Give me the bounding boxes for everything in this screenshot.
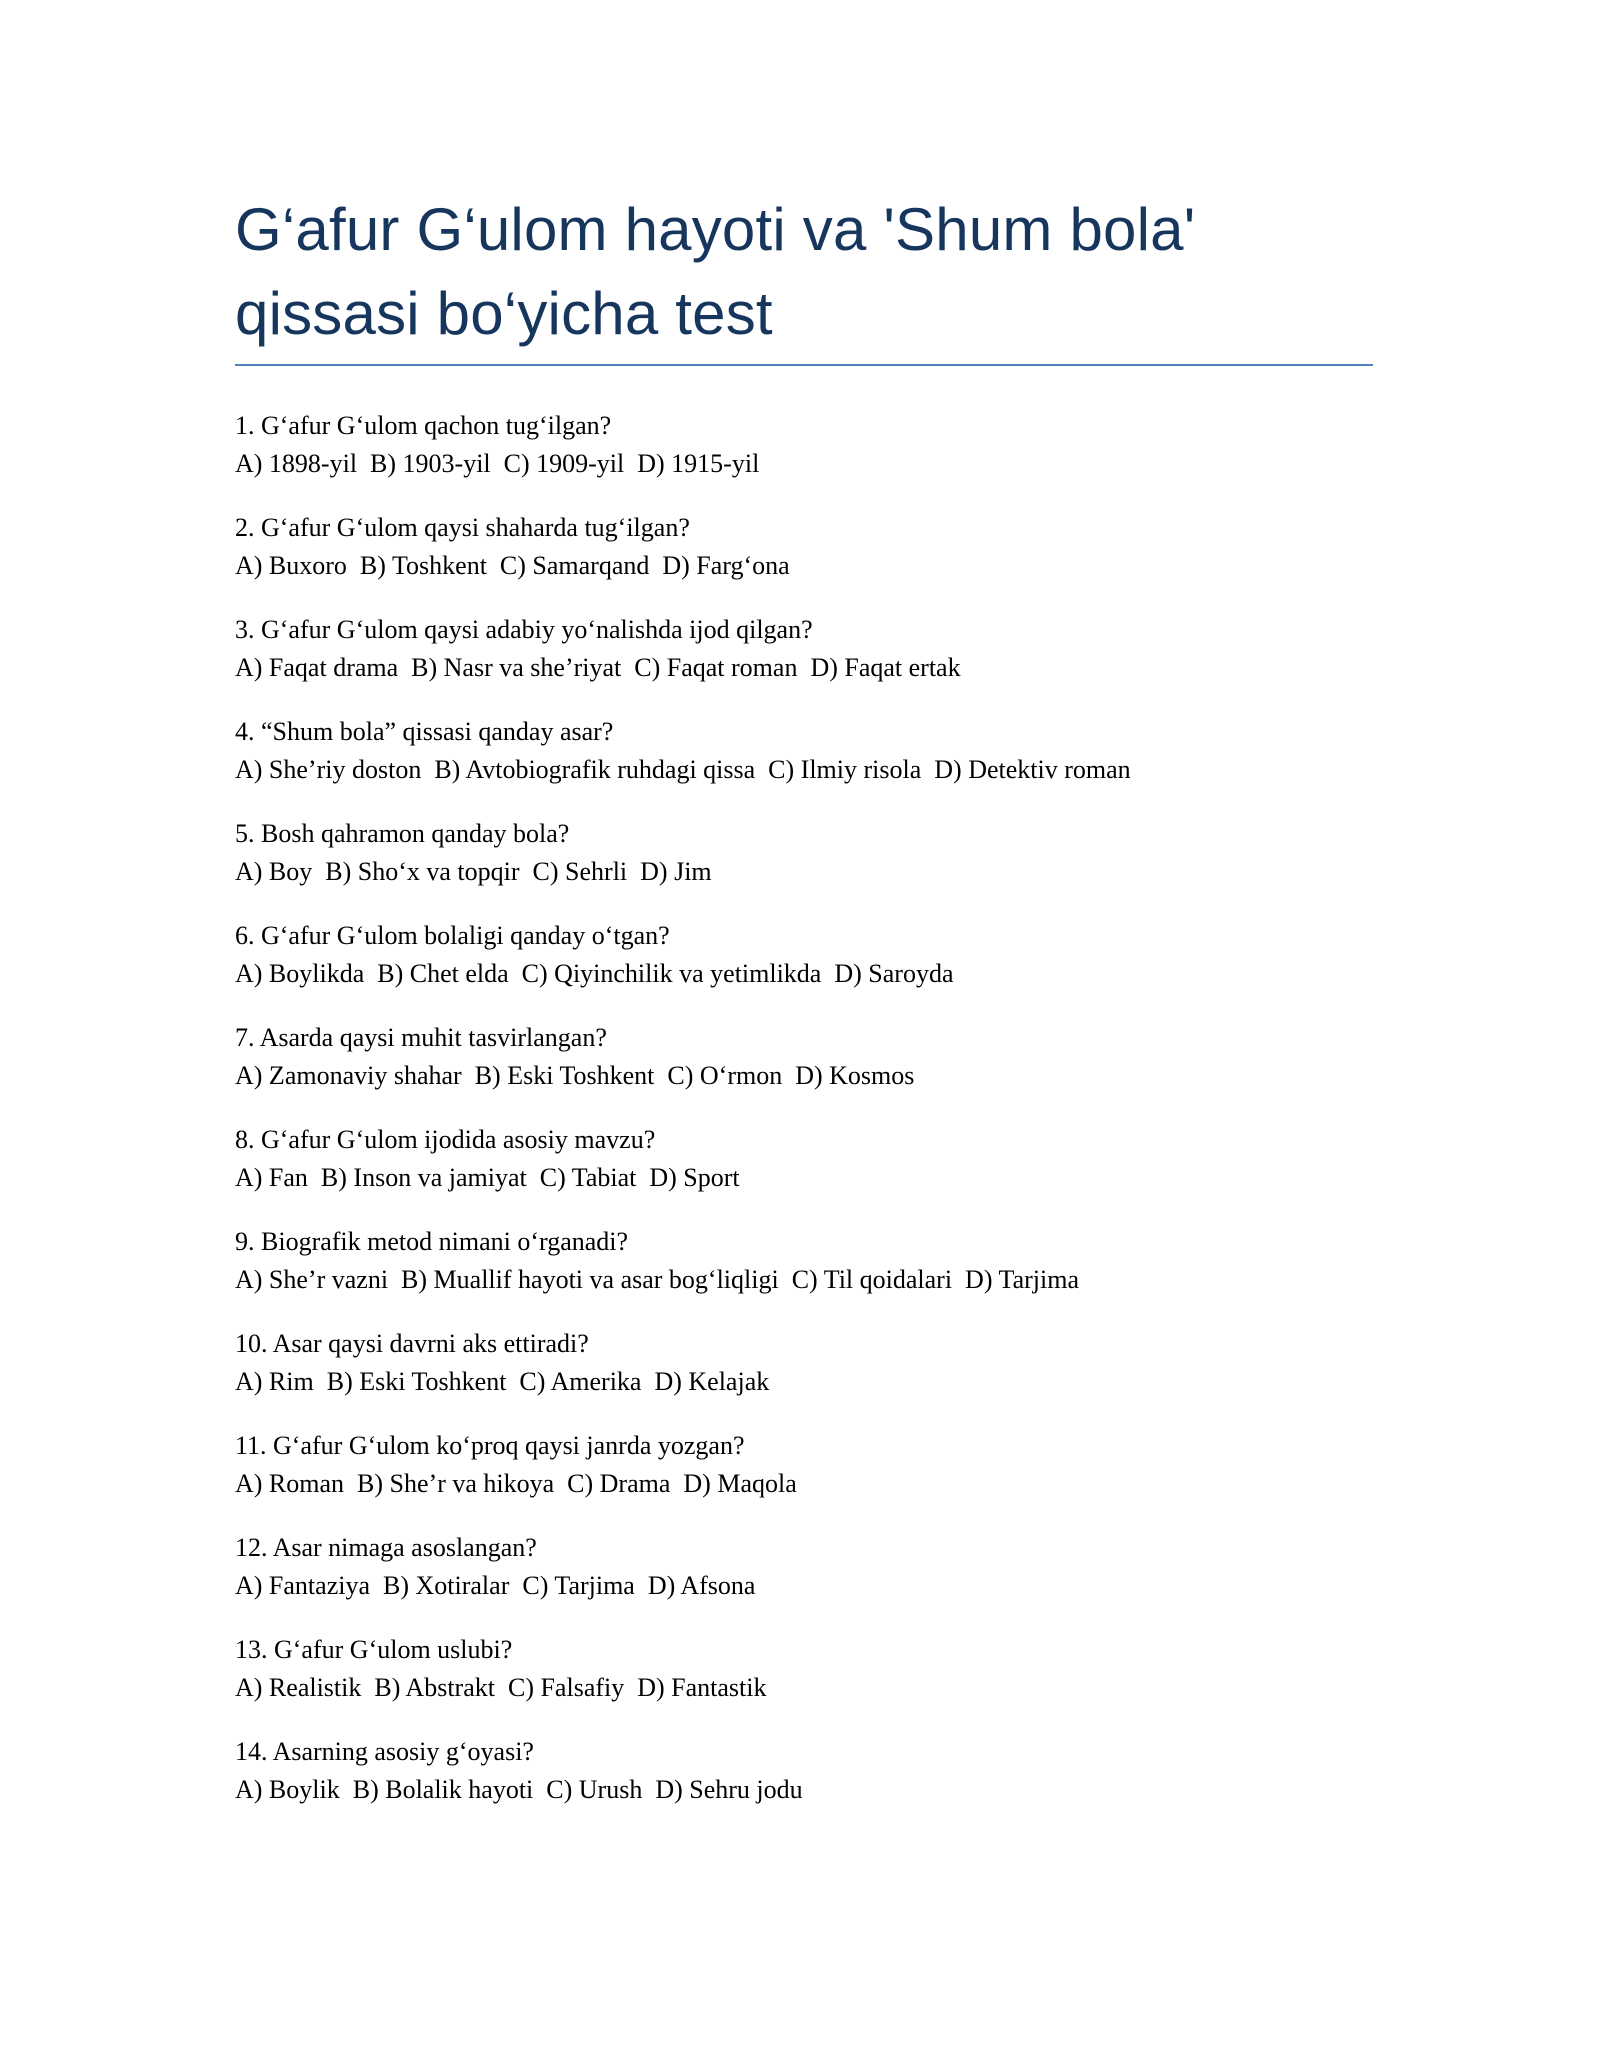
question-item [235,1121,1375,1197]
title-underline [235,364,1373,366]
question-item [235,713,1375,789]
question-text: 5. Bosh qahramon qanday bola? [235,819,570,848]
question-options: A) She’r vazni B) Muallif hayoti va asar bog‘liqligi C) Til qoidalari D) Tarjima [235,1265,1079,1294]
question-options: A) Boylikda B) Chet elda C) Qiyinchilik va yetimlikda D) Saroyda [235,959,954,988]
question-text: 9. Biografik metod nimani o‘rganadi? [235,1227,629,1256]
question-text: 6. G‘afur G‘ulom bolaligi qanday o‘tgan? [235,921,670,950]
question-text: 10. Asar qaysi davrni aks ettiradi? [235,1329,589,1358]
question-text: 2. G‘afur G‘ulom qaysi shaharda tug‘ilgan? [235,513,690,542]
title-line-2: qissasi bo‘yicha test [235,280,773,347]
question-text: 8. G‘afur G‘ulom ijodida asosiy mavzu? [235,1125,656,1154]
question-text: 13. G‘afur G‘ulom uslubi? [235,1635,513,1664]
question-item [235,815,1375,891]
question-options: A) Zamonaviy shahar B) Eski Toshkent C) O‘rmon D) Kosmos [235,1061,915,1090]
question-text: 1. G‘afur G‘ulom qachon tug‘ilgan? [235,411,612,440]
question-text: 14. Asarning asosiy g‘oyasi? [235,1737,534,1766]
question-item [235,917,1375,993]
question-text: 12. Asar nimaga asoslangan? [235,1533,537,1562]
document-title [235,188,1375,356]
question-options: A) Faqat drama B) Nasr va she’riyat C) Faqat roman D) Faqat ertak [235,653,961,682]
question-text: 7. Asarda qaysi muhit tasvirlangan? [235,1023,607,1052]
question-item [235,1019,1375,1095]
question-list [235,407,1375,1835]
question-item [235,1631,1375,1707]
question-options: A) Roman B) She’r va hikoya C) Drama D) Maqola [235,1469,797,1498]
question-options: A) Boy B) Sho‘x va topqir C) Sehrli D) Jim [235,857,712,886]
title-block [235,188,1375,356]
question-text: 3. G‘afur G‘ulom qaysi adabiy yo‘nalishda ijod qilgan? [235,615,813,644]
question-text: 4. “Shum bola” qissasi qanday asar? [235,717,614,746]
question-options: A) Rim B) Eski Toshkent C) Amerika D) Kelajak [235,1367,770,1396]
question-item [235,1733,1375,1809]
question-item [235,1529,1375,1605]
question-options: A) 1898-yil B) 1903-yil C) 1909-yil D) 1915-yil [235,449,760,478]
question-item [235,1223,1375,1299]
question-options: A) She’riy doston B) Avtobiografik ruhdagi qissa C) Ilmiy risola D) Detektiv roman [235,755,1131,784]
question-item [235,1325,1375,1401]
question-options: A) Realistik B) Abstrakt C) Falsafiy D) Fantastik [235,1673,767,1702]
question-text: 11. G‘afur G‘ulom ko‘proq qaysi janrda yozgan? [235,1431,745,1460]
question-options: A) Fantaziya B) Xotiralar C) Tarjima D) Afsona [235,1571,756,1600]
question-item [235,407,1375,483]
question-item [235,1427,1375,1503]
question-item [235,509,1375,585]
question-options: A) Boylik B) Bolalik hayoti C) Urush D) Sehru jodu [235,1775,803,1804]
question-options: A) Fan B) Inson va jamiyat C) Tabiat D) Sport [235,1163,740,1192]
title-line-1: G‘afur G‘ulom hayoti va 'Shum bola' [235,196,1196,263]
question-item [235,611,1375,687]
question-options: A) Buxoro B) Toshkent C) Samarqand D) Farg‘ona [235,551,790,580]
